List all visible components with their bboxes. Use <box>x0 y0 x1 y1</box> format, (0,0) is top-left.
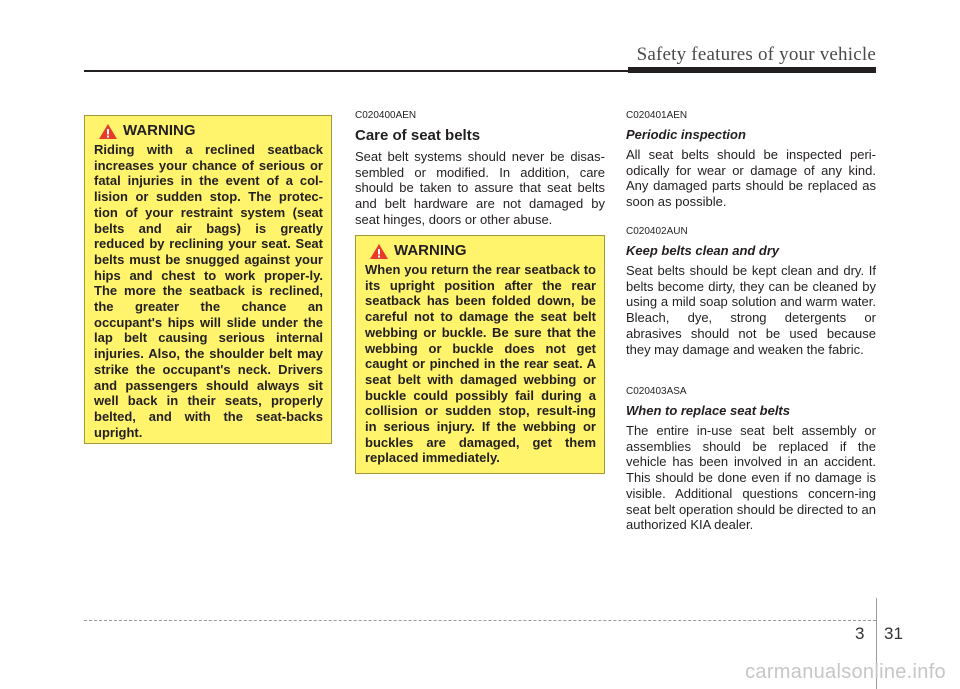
section-title: Periodic inspection <box>626 127 746 142</box>
warning-triangle-icon <box>98 123 118 140</box>
page-number: 31 <box>884 624 903 643</box>
warning-title: WARNING <box>394 242 467 259</box>
section-title: When to replace seat belts <box>626 403 790 418</box>
page-header-title: Safety features of your vehicle <box>636 44 876 65</box>
warning-header <box>369 242 596 260</box>
section-code: C020401AEN <box>626 110 688 121</box>
section-keep-belts-clean <box>626 226 876 357</box>
warning-header <box>98 122 323 140</box>
section-text: Seat belt systems should never be disas-sembled or modified. In addition, care should be taken to assure that seat belts and belt hardware are not damaged by seat hinges, doors or other abuse. <box>355 149 605 227</box>
section-code: C020403ASA <box>626 386 687 397</box>
section-code: C020402AUN <box>626 226 688 237</box>
warning-text: When you return the rear seatback to its upright position after the rear seatback has been folded down, be careful not to damage the seat belt webbing or buckle. Be sure that the webbing or buckle does not get caught or pinched in the rear seat. A seat belt with damaged webbing or buckle could possibly fail during a collision or sudden stop, result-ing in serious injury. If the webbing or buckles are damaged, get them replaced immediately. <box>365 262 596 466</box>
footer-rule <box>84 620 876 621</box>
watermark: carmanualsonline.info <box>745 661 946 683</box>
section-text: Seat belts should be kept clean and dry. If belts become dirty, they can be cleaned by using a mild soap solution and warm water. Bleach, dye, strong detergents or abrasives should not be used because they may damage and weaken the fabric. <box>626 263 876 357</box>
warning-text: Riding with a reclined seatback increases your chance of serious or fatal injuries in the event of a col-lision or sudden stop. The protec-tion of your restraint system (seat belts and air bags) is greatly reduced by reclining your seat. Seat belts must be snugged against your hips and chest to work proper-ly. The more the seatback is reclined, the greater the chance an occupant's hips will slide under the lap belt causing serious internal injuries. Also, the shoulder belt may strike the occupant's neck. Drivers and passengers should always sit well back in their seats, properly belted, and with the seat-backs upright. <box>94 142 323 440</box>
header-rule-accent <box>628 67 876 73</box>
warning-box-reclined-seatback <box>84 115 332 444</box>
warning-box-rear-seatback <box>355 235 605 474</box>
section-title: Care of seat belts <box>355 127 481 144</box>
section-code: C020400AEN <box>355 110 417 121</box>
section-text: All seat belts should be inspected peri-odically for wear or damage of any kind. Any damaged parts should be replaced as soon as possible. <box>626 147 876 210</box>
section-text: The entire in-use seat belt assembly or assemblies should be replaced if the vehicle has been involved in an accident. This should be done even if no damage is visible. Additional questions concern-ing seat belt operation should be directed to an authorized KIA dealer. <box>626 423 876 533</box>
section-care-of-seat-belts <box>355 110 605 228</box>
chapter-number: 3 <box>855 624 865 643</box>
section-periodic-inspection <box>626 110 876 210</box>
warning-triangle-icon <box>369 243 389 260</box>
section-title: Keep belts clean and dry <box>626 243 780 258</box>
warning-title: WARNING <box>123 122 196 139</box>
section-replace-seat-belts <box>626 386 876 533</box>
